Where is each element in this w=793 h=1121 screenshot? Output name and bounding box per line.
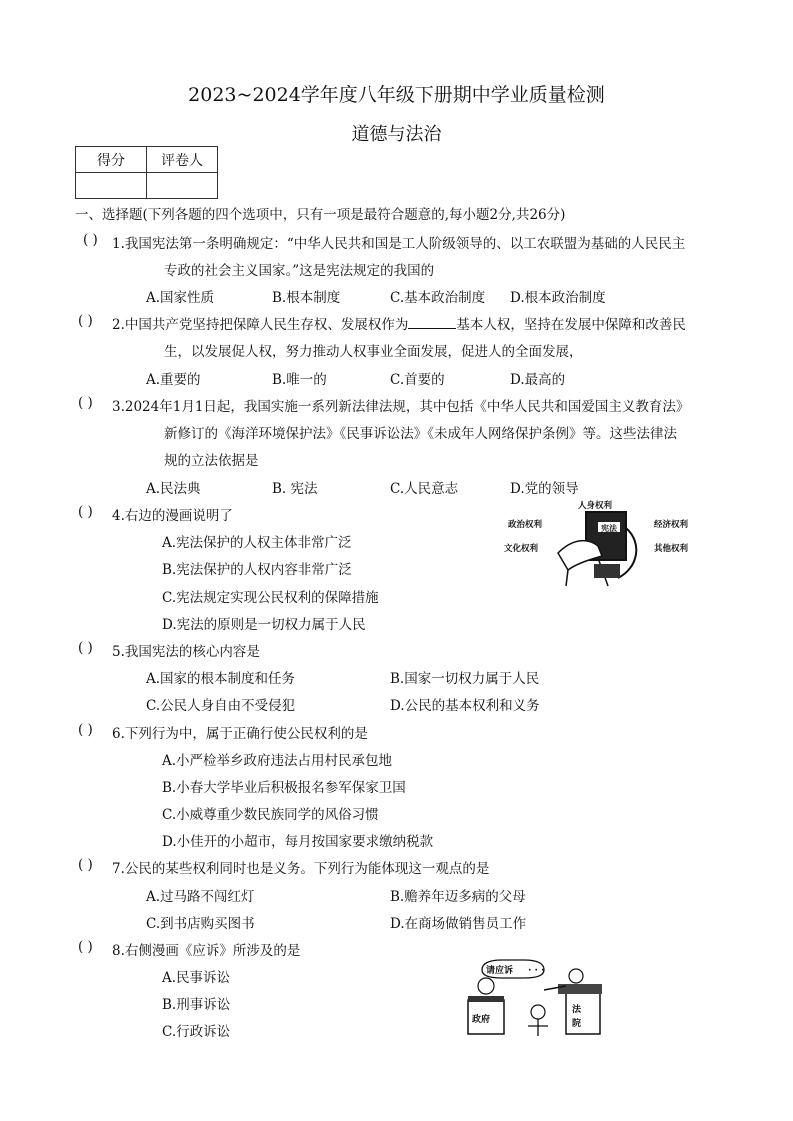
question-8-line-1: 8.右侧漫画《应诉》所涉及的是 [112,943,301,959]
q4-option-d[interactable]: D.宪法的原则是一切权力属于人民 [162,617,366,633]
q8-option-b[interactable]: B.刑事诉讼 [162,997,231,1013]
q1-option-b[interactable]: B.根本制度 [272,290,341,306]
question-2-line-1 [112,313,686,333]
grader-cell[interactable] [147,173,218,199]
answer-paren-7[interactable]: ( ) [78,857,93,873]
book-base [594,564,620,578]
grader-header: 评卷人 [147,147,218,173]
constitution-rights-cartoon [498,498,698,588]
score-cell[interactable] [76,173,147,199]
q3-option-d[interactable]: D.党的领导 [510,481,579,497]
score-header: 得分 [76,147,147,173]
government-label: 政府 [472,1015,491,1025]
score-table [75,146,218,199]
q1-option-c[interactable]: C.基本政治制度 [390,290,486,306]
question-6-line-1: 6.下列行为中，属于正确行使公民权利的是 [112,726,368,742]
question-5-line-1: 5.我国宪法的核心内容是 [112,644,260,660]
q5-option-b[interactable]: B.国家一切权力属于人民 [390,671,540,687]
answer-paren-8[interactable]: ( ) [78,939,93,955]
q6-option-a[interactable]: A.小严检举乡政府违法占用村民承包地 [162,753,393,769]
q6-option-d[interactable]: D.小佳开的小超市，每月按国家要求缴纳税款 [162,834,434,850]
question-2-line-1a: 2.中国共产党坚持把保障人民生存权、发展权作为 [112,317,409,333]
q6-option-c[interactable]: C.小威尊重少数民族同学的风俗习惯 [162,807,379,823]
person-body [528,1019,548,1036]
q3-option-b[interactable]: B. 宪法 [272,481,318,497]
q3-option-c[interactable]: C.人民意志 [390,481,459,497]
section-heading: 一、选择题(下列各题的四个选项中，只有一项是最符合题意的,每小题2分,共26分) [75,207,566,223]
q4-option-a[interactable]: A.宪法保护的人权主体非常广泛 [162,535,352,551]
q2-option-d[interactable]: D.最高的 [510,372,566,388]
q5-option-a[interactable]: A.国家的根本制度和任务 [146,671,296,687]
answer-paren-6[interactable]: ( ) [78,722,93,738]
q4-option-b[interactable]: B.宪法保护的人权内容非常广泛 [162,562,352,578]
answer-paren-1[interactable]: ( ) [83,232,98,248]
speech-text: 请应诉 [486,966,514,976]
person-head [531,1005,545,1019]
q1-option-a[interactable]: A.国家性质 [146,290,215,306]
label-cultural-rights: 文化权利 [504,544,539,554]
court-label-2: 院 [572,1019,582,1029]
q8-option-a[interactable]: A.民事诉讼 [162,970,231,986]
q2-option-a[interactable]: A.重要的 [146,372,201,388]
q7-option-d[interactable]: D.在商场做销售员工作 [390,916,527,932]
question-3-line-2: 新修订的《海洋环境保护法》《民事诉讼法》《未成年人网络保护条例》等。这些法律法 [164,426,677,442]
q4-option-c[interactable]: C.宪法规定实现公民权利的保障措施 [162,590,379,606]
question-2-line-1b: 基本人权，坚持在发展中保障和改善民 [456,317,686,333]
court-label-1: 法 [572,1005,582,1015]
answer-paren-2[interactable]: ( ) [78,313,93,329]
answer-paren-5[interactable]: ( ) [78,640,93,656]
question-7-line-1: 7.公民的某些权利同时也是义务。下列行为能体现这一观点的是 [112,861,490,877]
q5-option-c[interactable]: C.公民人身自由不受侵犯 [146,698,296,714]
label-economic-rights: 经济权利 [654,520,689,530]
label-personal-rights: 人身权利 [578,501,613,511]
question-3-line-3: 规的立法依据是 [164,453,259,469]
question-2-line-2: 生，以发展促人权，努力推动人权事业全面发展，促进人的全面发展， [164,344,583,360]
question-4-line-1: 4.右边的漫画说明了 [112,508,233,524]
q8-option-c[interactable]: C.行政诉讼 [162,1024,231,1040]
q1-option-d[interactable]: D.根本政治制度 [510,290,606,306]
question-2-blank[interactable] [408,316,456,329]
exam-title: 2023~2024学年度八年级下册期中学业质量检测 [188,84,605,106]
lawsuit-cartoon [462,956,622,1042]
question-1-line-2: 专政的社会主义国家。”这是宪法规定的我国的 [164,263,435,279]
q7-option-b[interactable]: B.赡养年迈多病的父母 [390,889,526,905]
question-1-line-1: 1.我国宪法第一条明确规定：“中华人民共和国是工人阶级领导的、以工农联盟为基础的人民民主 [112,236,686,252]
label-other-rights: 其他权利 [654,544,689,554]
q2-option-c[interactable]: C.首要的 [390,372,445,388]
answer-paren-3[interactable]: ( ) [78,395,93,411]
q7-option-c[interactable]: C.到书店购买图书 [146,916,255,932]
government-figure-head [478,978,494,994]
q2-option-b[interactable]: B.唯一的 [272,372,327,388]
book-label: 宪法 [601,524,617,533]
q6-option-b[interactable]: B.小春大学毕业后积极报名参军保家卫国 [162,780,406,796]
speech-dots: · · · [528,966,545,976]
q7-option-a[interactable]: A.过马路不闯红灯 [146,889,255,905]
q3-option-a[interactable]: A.民法典 [146,481,201,497]
question-3-line-1: 3.2024年1月1日起，我国实施一系列新法律法规，其中包括《中华人民共和国爱国主义教育法》 [112,399,690,415]
q5-option-d[interactable]: D.公民的基本权利和义务 [390,698,540,714]
label-political-rights: 政治权利 [508,520,543,530]
government-box-top [468,996,504,1002]
subject-title: 道德与法治 [351,124,442,145]
judge-head [569,969,583,983]
answer-paren-4[interactable]: ( ) [78,504,93,520]
